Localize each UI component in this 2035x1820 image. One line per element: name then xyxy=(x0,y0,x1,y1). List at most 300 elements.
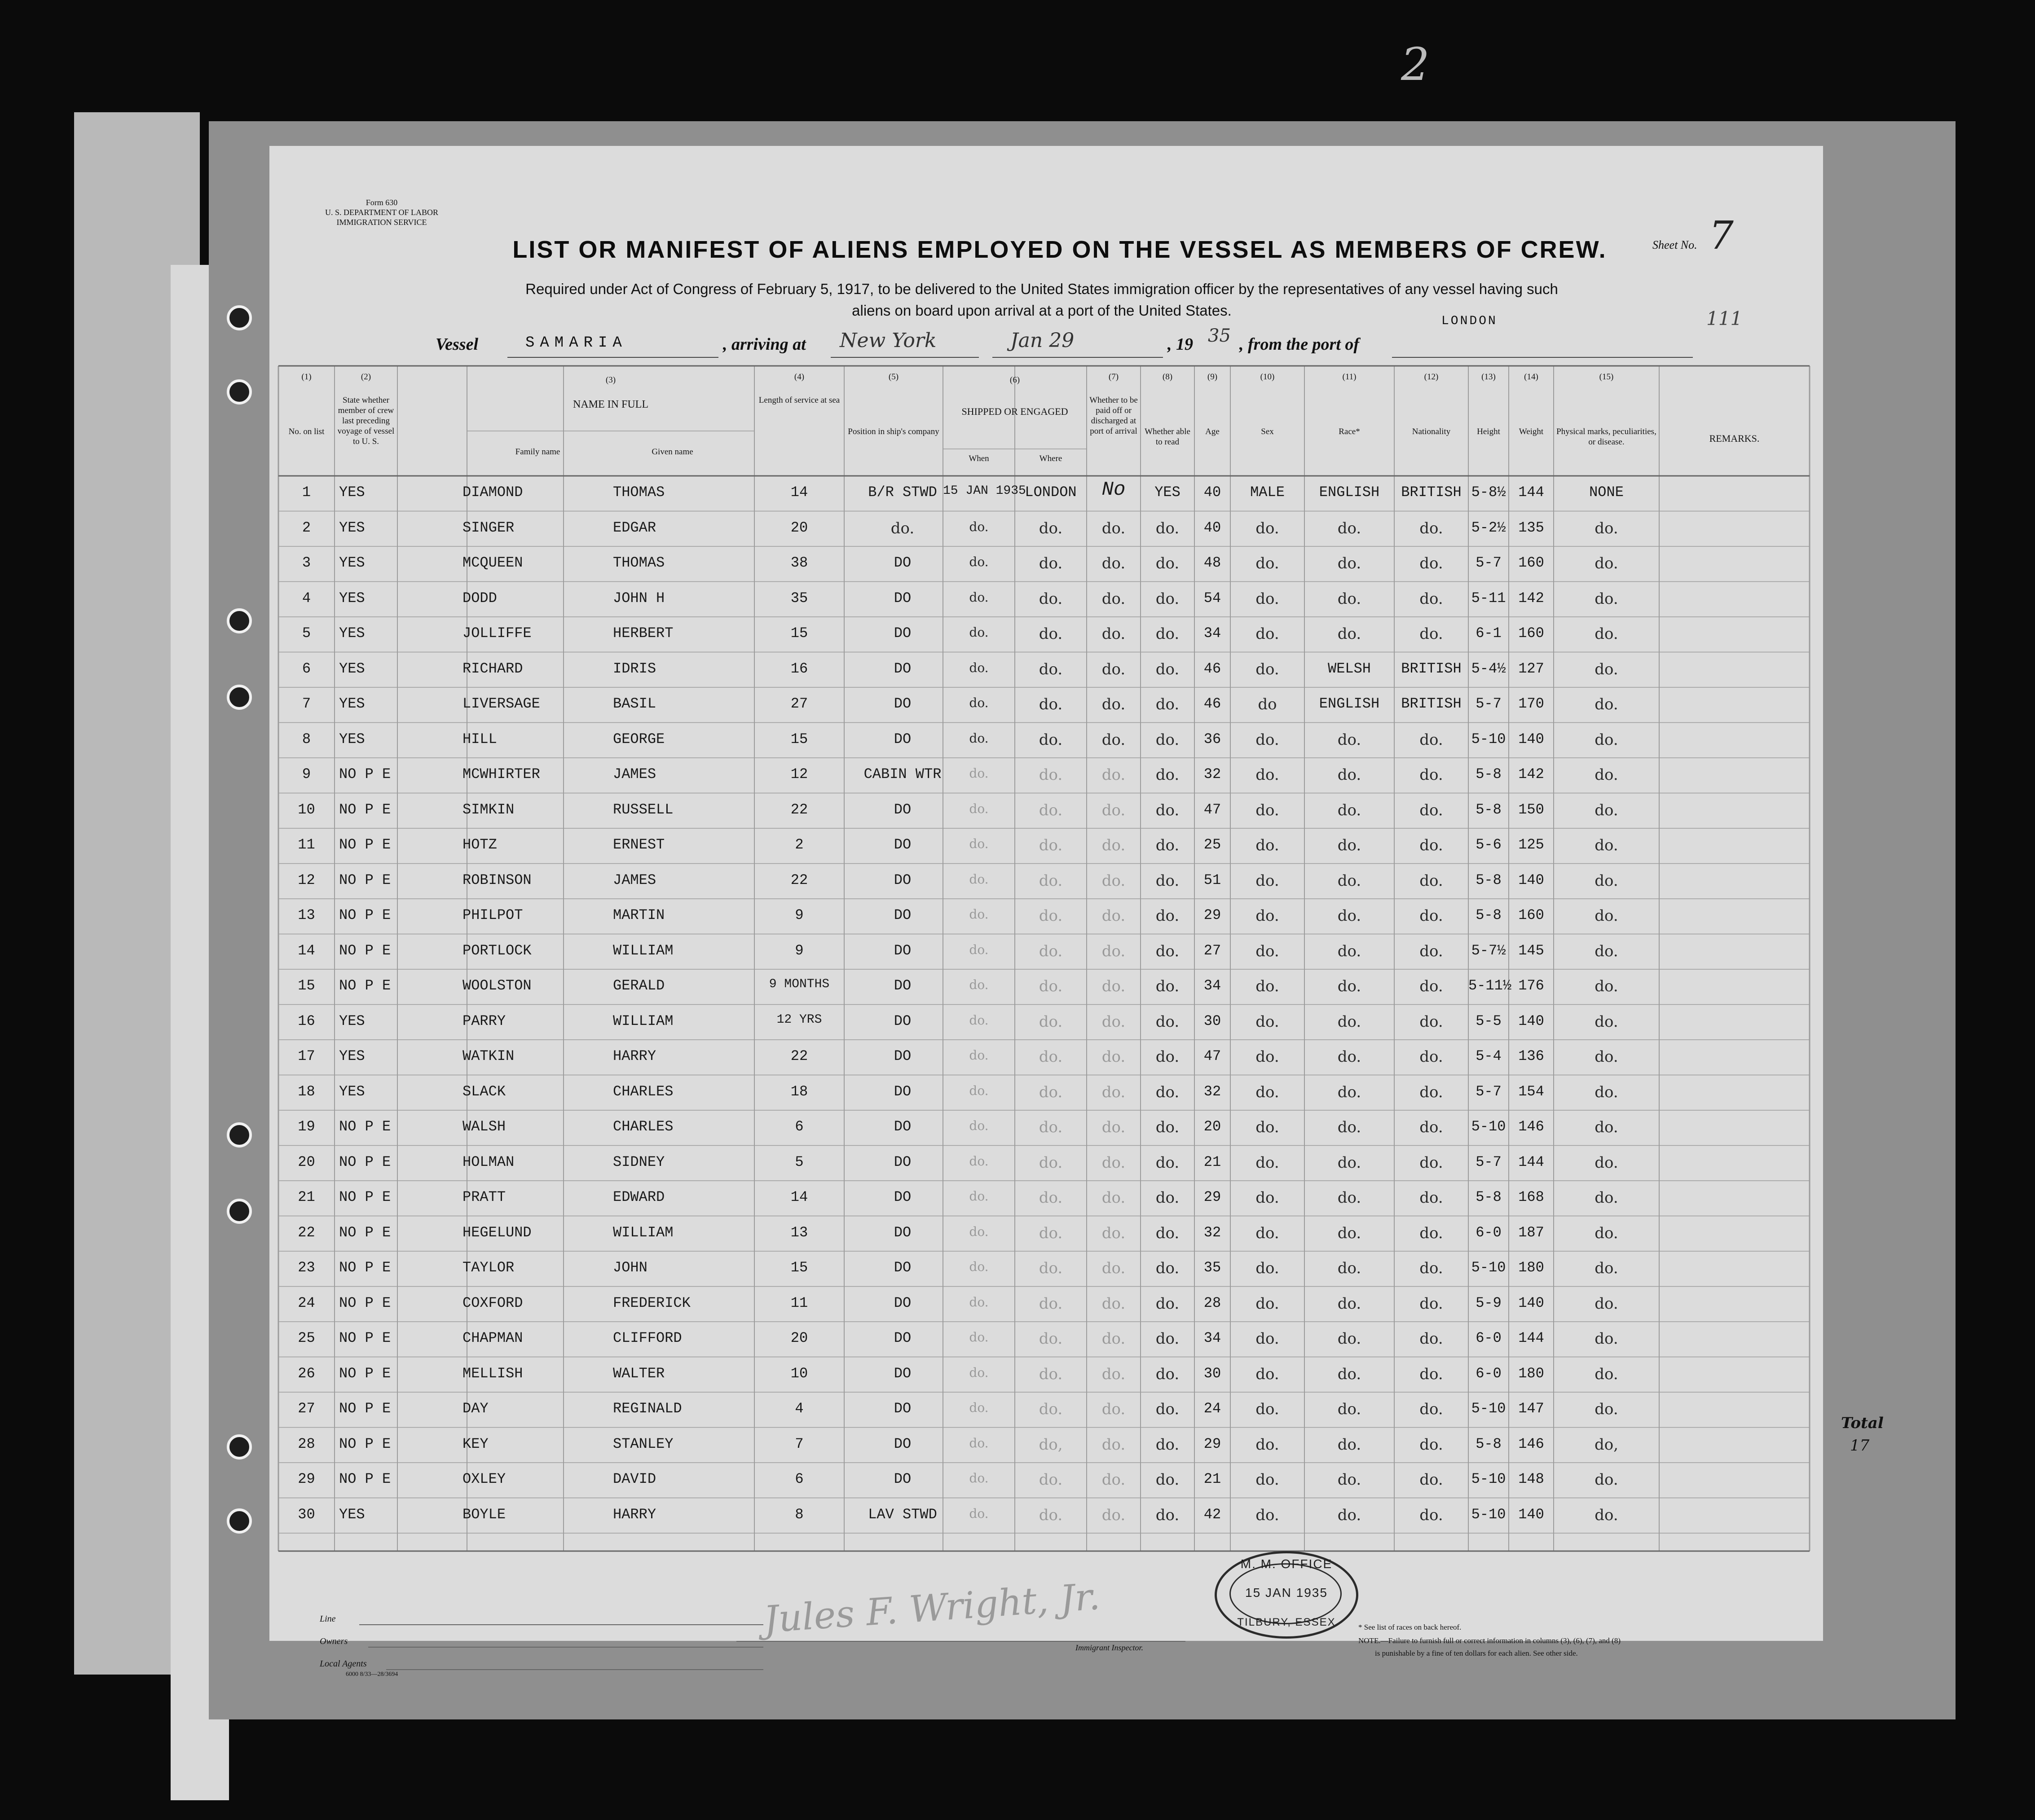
cell-shipped-where: do. xyxy=(1039,1400,1063,1418)
cell-service-length: 27 xyxy=(790,695,808,712)
cell-weight: 142 xyxy=(1518,589,1544,607)
cell-shipped-where: do. xyxy=(1039,1330,1063,1348)
cell-race: do. xyxy=(1337,1506,1361,1524)
cell-shipped-where: do. xyxy=(1039,977,1063,995)
cell-sex: do. xyxy=(1255,1400,1279,1418)
cell-service-length: 15 xyxy=(790,625,808,642)
cell-able-to-read: do. xyxy=(1155,1400,1180,1418)
cell-given-name: JAMES xyxy=(613,871,656,888)
cell-service-length: 12 YRS xyxy=(776,1012,822,1027)
cell-sex: do. xyxy=(1255,1294,1279,1313)
cell-race: do. xyxy=(1337,871,1361,890)
binder-hole xyxy=(227,305,252,330)
cell-nationality: do. xyxy=(1419,1471,1443,1489)
cell-shipped-when: do. xyxy=(969,1224,989,1239)
cell-ship-position: CABIN WTR xyxy=(863,766,942,783)
cell-previous-voyage: NO P E xyxy=(339,977,391,994)
cell-shipped-where: do. xyxy=(1039,1012,1063,1031)
cell-nationality: do. xyxy=(1419,1224,1443,1242)
cell-height: 5-8 xyxy=(1476,907,1502,923)
cell-shipped-when: do. xyxy=(969,1471,989,1486)
cell-physical-marks: do. xyxy=(1595,625,1618,643)
cell-age: 32 xyxy=(1203,766,1221,783)
cell-family-name: PHILPOT xyxy=(462,907,523,923)
cell-sex: do. xyxy=(1255,1471,1279,1489)
cell-paid-off: do. xyxy=(1101,907,1126,925)
cell-height: 6-0 xyxy=(1476,1330,1502,1346)
cell-paid-off: do. xyxy=(1101,942,1126,960)
cell-physical-marks: do. xyxy=(1595,871,1618,890)
cell-able-to-read: do. xyxy=(1155,1330,1180,1348)
cell-able-to-read: do. xyxy=(1155,1048,1180,1066)
cell-age: 27 xyxy=(1203,942,1221,959)
cell-given-name: RUSSELL xyxy=(613,801,674,818)
cell-nationality: do. xyxy=(1419,1189,1443,1207)
cell-family-name: SINGER xyxy=(462,519,515,536)
cell-height: 6-0 xyxy=(1476,1224,1502,1241)
cell-able-to-read: do. xyxy=(1155,1012,1180,1031)
vessel-underline xyxy=(507,357,718,358)
cell-service-length: 14 xyxy=(790,484,808,501)
cell-race: do. xyxy=(1337,1294,1361,1313)
cell-previous-voyage: NO P E xyxy=(339,1365,391,1382)
cell-able-to-read: do. xyxy=(1155,1435,1180,1454)
cell-race: do. xyxy=(1337,1259,1361,1277)
cell-able-to-read: do. xyxy=(1155,519,1180,537)
from-port-value: LONDON xyxy=(1441,314,1498,328)
cell-shipped-where: do. xyxy=(1039,695,1063,713)
cell-service-length: 9 xyxy=(795,942,804,959)
cell-row-number: 16 xyxy=(298,1012,315,1029)
cell-given-name: HERBERT xyxy=(613,625,674,642)
cell-race: do. xyxy=(1337,730,1361,749)
cell-physical-marks: NONE xyxy=(1589,484,1624,501)
cell-weight: 140 xyxy=(1518,730,1544,747)
cell-age: 46 xyxy=(1203,660,1221,677)
cell-family-name: HOLMAN xyxy=(462,1153,515,1170)
cell-age: 47 xyxy=(1203,801,1221,818)
cell-service-length: 8 xyxy=(795,1506,804,1523)
cell-previous-voyage: NO P E xyxy=(339,766,391,783)
cell-family-name: WALSH xyxy=(462,1118,506,1135)
cell-service-length: 18 xyxy=(790,1083,808,1100)
cell-shipped-when: do. xyxy=(969,1365,989,1380)
inspector-label: Immigrant Inspector. xyxy=(1075,1643,1143,1652)
cell-race: do. xyxy=(1337,1012,1361,1031)
cell-service-length: 5 xyxy=(795,1153,804,1170)
cell-ship-position: DO xyxy=(894,695,912,712)
year-label: , 19 xyxy=(1167,335,1193,354)
cell-sex: do. xyxy=(1255,1012,1279,1031)
cell-row-number: 17 xyxy=(298,1048,315,1064)
cell-family-name: MCWHIRTER xyxy=(462,766,540,783)
cell-given-name: CLIFFORD xyxy=(613,1330,682,1346)
cell-ship-position: DO xyxy=(894,1435,912,1452)
cell-ship-position: B/R STWD xyxy=(868,484,937,501)
cell-physical-marks: do. xyxy=(1595,1400,1618,1418)
cell-ship-position: DO xyxy=(894,942,912,959)
column-header-c1: No. on list xyxy=(288,427,325,436)
cell-given-name: BASIL xyxy=(613,695,656,712)
cell-physical-marks: do. xyxy=(1595,977,1618,995)
cell-sex: do. xyxy=(1255,942,1279,960)
cell-given-name: JOHN H xyxy=(613,589,665,607)
cell-able-to-read: do. xyxy=(1155,1259,1180,1277)
column-header-family: Family name xyxy=(515,447,560,457)
cell-nationality: do. xyxy=(1419,1259,1443,1277)
cell-previous-voyage: YES xyxy=(339,625,365,642)
cell-previous-voyage: NO P E xyxy=(339,1435,391,1452)
cell-ship-position: DO xyxy=(894,1330,912,1346)
cell-paid-off: do. xyxy=(1101,1012,1126,1031)
cell-family-name: TAYLOR xyxy=(462,1259,515,1276)
cell-weight: 180 xyxy=(1518,1365,1544,1382)
cell-paid-off: do. xyxy=(1101,1153,1126,1172)
cell-physical-marks: do. xyxy=(1595,1365,1618,1383)
cell-previous-voyage: YES xyxy=(339,695,365,712)
column-header-shipped: SHIPPED OR ENGAGED xyxy=(961,406,1068,417)
binder-hole xyxy=(227,1508,252,1534)
cell-weight: 148 xyxy=(1518,1471,1544,1487)
total-value: 17 xyxy=(1850,1437,1870,1455)
date-underline xyxy=(992,357,1163,358)
cell-shipped-where: do. xyxy=(1039,589,1063,608)
cell-sex: do. xyxy=(1255,1153,1279,1172)
cell-sex: do. xyxy=(1255,1435,1279,1454)
cell-shipped-when: do. xyxy=(969,1012,989,1028)
cell-ship-position: DO xyxy=(894,730,912,747)
year-value: 35 xyxy=(1208,325,1231,346)
cell-sex: do. xyxy=(1255,977,1279,995)
cell-shipped-when: do. xyxy=(969,625,989,640)
cell-row-number: 29 xyxy=(298,1471,315,1487)
cell-physical-marks: do. xyxy=(1595,1012,1618,1031)
cell-ship-position: DO xyxy=(894,1189,912,1205)
cell-race: do. xyxy=(1337,1471,1361,1489)
cell-physical-marks: do. xyxy=(1595,907,1618,925)
cell-shipped-where: do. xyxy=(1039,1471,1063,1489)
column-number-c14: (14) xyxy=(1524,372,1538,382)
cell-height: 5-8 xyxy=(1476,801,1502,818)
cell-family-name: JOLLIFFE xyxy=(462,625,532,642)
cell-height: 5-4 xyxy=(1476,1048,1502,1064)
subtitle-line-1: Required under Act of Congress of February 5, 1917, to be delivered to the United States immigration officer by the representatives of any vessel having such xyxy=(525,281,1558,297)
cell-able-to-read: do. xyxy=(1155,1365,1180,1383)
column-number-c13: (13) xyxy=(1481,372,1496,382)
cell-service-length: 22 xyxy=(790,801,808,818)
cell-race: ENGLISH xyxy=(1319,484,1380,501)
cell-given-name: IDRIS xyxy=(613,660,656,677)
cell-nationality: do. xyxy=(1419,836,1443,854)
cell-race: do. xyxy=(1337,1435,1361,1454)
cell-given-name: STANLEY xyxy=(613,1435,674,1452)
cell-race: do. xyxy=(1337,766,1361,784)
cell-nationality: do. xyxy=(1419,1083,1443,1101)
cell-family-name: PARRY xyxy=(462,1012,506,1029)
column-header-c13: Height xyxy=(1477,427,1500,436)
cell-sex: do. xyxy=(1255,554,1279,572)
cell-race: do. xyxy=(1337,554,1361,572)
cell-nationality: do. xyxy=(1419,589,1443,608)
cell-shipped-when: do. xyxy=(969,730,989,746)
cell-race: do. xyxy=(1337,1083,1361,1101)
cell-ship-position: DO xyxy=(894,589,912,607)
cell-service-length: 20 xyxy=(790,1330,808,1346)
cell-sex: do. xyxy=(1255,836,1279,854)
cell-sex: do. xyxy=(1255,1330,1279,1348)
cell-given-name: EDGAR xyxy=(613,519,656,536)
cell-service-length: 22 xyxy=(790,871,808,888)
cell-physical-marks: do. xyxy=(1595,519,1618,537)
cell-shipped-when: do. xyxy=(969,942,989,957)
from-port-underline xyxy=(1392,357,1693,358)
cell-shipped-when: 15 JAN 1935 xyxy=(943,484,1026,498)
cell-ship-position: DO xyxy=(894,1224,912,1241)
cell-family-name: ROBINSON xyxy=(462,871,532,888)
cell-race: do. xyxy=(1337,1330,1361,1348)
cell-age: 30 xyxy=(1203,1365,1221,1382)
cell-paid-off: do. xyxy=(1101,801,1126,819)
cell-age: 35 xyxy=(1203,1259,1221,1276)
cell-race: do. xyxy=(1337,1153,1361,1172)
cell-nationality: do. xyxy=(1419,801,1443,819)
cell-nationality: BRITISH xyxy=(1401,484,1462,501)
cell-weight: 136 xyxy=(1518,1048,1544,1064)
vessel-label: Vessel xyxy=(436,335,478,354)
cell-previous-voyage: YES xyxy=(339,554,365,571)
cell-shipped-where: do. xyxy=(1039,836,1063,854)
cell-row-number: 1 xyxy=(302,484,311,501)
form-header xyxy=(323,198,440,227)
office-stamp xyxy=(1215,1551,1358,1639)
cell-physical-marks: do. xyxy=(1595,554,1618,572)
cell-shipped-where: do. xyxy=(1039,730,1063,749)
cell-height: 5-8 xyxy=(1476,1435,1502,1452)
cell-physical-marks: do. xyxy=(1595,730,1618,749)
column-header-name: NAME IN FULL xyxy=(573,399,648,410)
binder-hole xyxy=(227,1434,252,1460)
cell-ship-position: DO xyxy=(894,554,912,571)
cell-age: 21 xyxy=(1203,1153,1221,1170)
column-header-c10: Sex xyxy=(1261,427,1274,436)
cell-previous-voyage: NO P E xyxy=(339,1294,391,1311)
cell-height: 5-7 xyxy=(1476,1153,1502,1170)
cell-sex: do. xyxy=(1255,1506,1279,1524)
column-number-c10: (10) xyxy=(1260,372,1275,382)
cell-age: 29 xyxy=(1203,1189,1221,1205)
cell-weight: 140 xyxy=(1518,1506,1544,1523)
cell-row-number: 5 xyxy=(302,625,311,642)
cell-height: 5-4½ xyxy=(1471,660,1506,677)
cell-ship-position: DO xyxy=(894,871,912,888)
cell-shipped-where: do. xyxy=(1039,871,1063,890)
cell-shipped-where: do. xyxy=(1039,942,1063,960)
cell-weight: 144 xyxy=(1518,484,1544,501)
cell-given-name: ERNEST xyxy=(613,836,665,853)
cell-shipped-where: do. xyxy=(1039,1153,1063,1172)
cell-ship-position: DO xyxy=(894,625,912,642)
sheet-number-block xyxy=(1652,213,1734,258)
cell-paid-off: do. xyxy=(1101,1083,1126,1101)
cell-ship-position: DO xyxy=(894,1400,912,1417)
cell-previous-voyage: NO P E xyxy=(339,801,391,818)
corner-number: 111 xyxy=(1706,308,1743,330)
cell-able-to-read: do. xyxy=(1155,766,1180,784)
cell-paid-off: do. xyxy=(1101,1189,1126,1207)
cell-paid-off: do. xyxy=(1101,977,1126,995)
inspector-rule xyxy=(736,1641,1185,1642)
column-header-given: Given name xyxy=(652,447,693,457)
cell-shipped-where: do, xyxy=(1039,1435,1063,1454)
cell-shipped-when: do. xyxy=(969,519,989,534)
cell-weight: 146 xyxy=(1518,1118,1544,1135)
column-number-c8: (8) xyxy=(1162,372,1173,382)
column-header-c14: Weight xyxy=(1519,427,1544,436)
cell-previous-voyage: YES xyxy=(339,589,365,607)
owners-label: Owners xyxy=(320,1636,348,1646)
cell-race: do. xyxy=(1337,1365,1361,1383)
cell-shipped-when: do. xyxy=(969,1189,989,1204)
cell-height: 5-11½ xyxy=(1468,977,1512,994)
column-number-c7: (7) xyxy=(1108,372,1119,382)
cell-family-name: MCQUEEN xyxy=(462,554,523,571)
cell-ship-position: DO xyxy=(894,1153,912,1170)
cell-shipped-where: do. xyxy=(1039,1118,1063,1136)
cell-sex: do. xyxy=(1255,871,1279,890)
cell-age: 20 xyxy=(1203,1118,1221,1135)
cell-given-name: HARRY xyxy=(613,1506,656,1523)
cell-shipped-when: do. xyxy=(969,1048,989,1063)
cell-ship-position: DO xyxy=(894,1259,912,1276)
column-number-c2: (2) xyxy=(361,372,371,382)
cell-sex: do. xyxy=(1255,1259,1279,1277)
cell-ship-position: DO xyxy=(894,1118,912,1135)
cell-service-length: 9 xyxy=(795,907,804,923)
cell-service-length: 4 xyxy=(795,1400,804,1417)
arriving-underline xyxy=(831,357,979,358)
cell-service-length: 12 xyxy=(790,766,808,783)
cell-service-length: 20 xyxy=(790,519,808,536)
binder-strip xyxy=(74,112,200,1675)
binder-hole xyxy=(227,1199,252,1224)
cell-service-length: 15 xyxy=(790,1259,808,1276)
cell-height: 5-8 xyxy=(1476,871,1502,888)
cell-given-name: SIDNEY xyxy=(613,1153,665,1170)
column-header-c5: Position in ship's company xyxy=(848,427,939,436)
cell-row-number: 12 xyxy=(298,871,315,888)
cell-weight: 168 xyxy=(1518,1189,1544,1205)
cell-height: 5-11 xyxy=(1471,589,1506,607)
cell-age: 54 xyxy=(1203,589,1221,607)
cell-height: 5-2½ xyxy=(1471,519,1506,536)
cell-row-number: 11 xyxy=(298,836,315,853)
cell-able-to-read: do. xyxy=(1155,730,1180,749)
cell-given-name: JOHN xyxy=(613,1259,648,1276)
cell-physical-marks: do. xyxy=(1595,942,1618,960)
cell-shipped-when: do. xyxy=(969,1294,989,1310)
cell-family-name: PRATT xyxy=(462,1189,506,1205)
cell-nationality: do. xyxy=(1419,1118,1443,1136)
cell-nationality: do. xyxy=(1419,1294,1443,1313)
cell-height: 5-10 xyxy=(1471,1118,1506,1135)
column-number-c6: (6) xyxy=(1009,375,1020,385)
binder-hole xyxy=(227,685,252,710)
cell-age: 40 xyxy=(1203,484,1221,501)
cell-previous-voyage: YES xyxy=(339,730,365,747)
cell-row-number: 14 xyxy=(298,942,315,959)
column-header-c9: Age xyxy=(1205,427,1220,436)
cell-service-length: 6 xyxy=(795,1471,804,1487)
cell-given-name: GERALD xyxy=(613,977,665,994)
cell-height: 5-7 xyxy=(1476,695,1502,712)
cell-previous-voyage: NO P E xyxy=(339,1330,391,1346)
cell-service-length: 11 xyxy=(790,1294,808,1311)
cell-age: 24 xyxy=(1203,1400,1221,1417)
cell-sex: do. xyxy=(1255,1189,1279,1207)
cell-race: do. xyxy=(1337,1189,1361,1207)
cell-sex: do. xyxy=(1255,1118,1279,1136)
cell-able-to-read: do. xyxy=(1155,660,1180,678)
cell-row-number: 13 xyxy=(298,907,315,923)
cell-given-name: WALTER xyxy=(613,1365,665,1382)
cell-shipped-where: do. xyxy=(1039,1365,1063,1383)
cell-paid-off: do. xyxy=(1101,1259,1126,1277)
cell-physical-marks: do. xyxy=(1595,1471,1618,1489)
cell-previous-voyage: YES xyxy=(339,519,365,536)
cell-row-number: 4 xyxy=(302,589,311,607)
cell-service-length: 2 xyxy=(795,836,804,853)
cell-nationality: do. xyxy=(1419,625,1443,643)
cell-shipped-where: do. xyxy=(1039,554,1063,572)
cell-family-name: HILL xyxy=(462,730,497,747)
cell-age: 34 xyxy=(1203,1330,1221,1346)
cell-height: 6-0 xyxy=(1476,1365,1502,1382)
cell-paid-off: do. xyxy=(1101,1506,1126,1524)
cell-age: 42 xyxy=(1203,1506,1221,1523)
cell-shipped-when: do. xyxy=(969,1259,989,1274)
column-header-c7: Whether to be paid off or discharged at port of arrival xyxy=(1089,396,1138,436)
cell-weight: 140 xyxy=(1518,1294,1544,1311)
cell-paid-off: do. xyxy=(1101,519,1126,537)
cell-previous-voyage: YES xyxy=(339,1048,365,1064)
cell-family-name: KEY xyxy=(462,1435,489,1452)
cell-previous-voyage: NO P E xyxy=(339,1259,391,1276)
cell-age: 48 xyxy=(1203,554,1221,571)
cell-family-name: PORTLOCK xyxy=(462,942,532,959)
binder-hole xyxy=(227,379,252,404)
cell-age: 25 xyxy=(1203,836,1221,853)
column-header-c4: Length of service at sea xyxy=(758,396,840,405)
cell-weight: 180 xyxy=(1518,1259,1544,1276)
cell-row-number: 28 xyxy=(298,1435,315,1452)
cell-able-to-read: do. xyxy=(1155,1471,1180,1489)
cell-service-length: 16 xyxy=(790,660,808,677)
cell-shipped-when: do. xyxy=(969,907,989,922)
column-header-c15: Physical marks, peculiarities, or disease. xyxy=(1556,427,1656,447)
column-number-c5: (5) xyxy=(888,372,899,382)
cell-weight: 154 xyxy=(1518,1083,1544,1100)
column-header-c2: State whether member of crew last preceding voyage of vessel to U. S. xyxy=(337,396,395,446)
cell-previous-voyage: YES xyxy=(339,1083,365,1100)
cell-able-to-read: do. xyxy=(1155,871,1180,890)
cell-paid-off: do. xyxy=(1101,871,1126,890)
cell-shipped-when: do. xyxy=(969,1435,989,1451)
cell-height: 5-7 xyxy=(1476,554,1502,571)
cell-weight: 187 xyxy=(1518,1224,1544,1241)
subtitle-line-2: aliens on board upon arrival at a port of the United States. xyxy=(852,302,1232,319)
cell-weight: 145 xyxy=(1518,942,1544,959)
cell-ship-position: DO xyxy=(894,1048,912,1064)
